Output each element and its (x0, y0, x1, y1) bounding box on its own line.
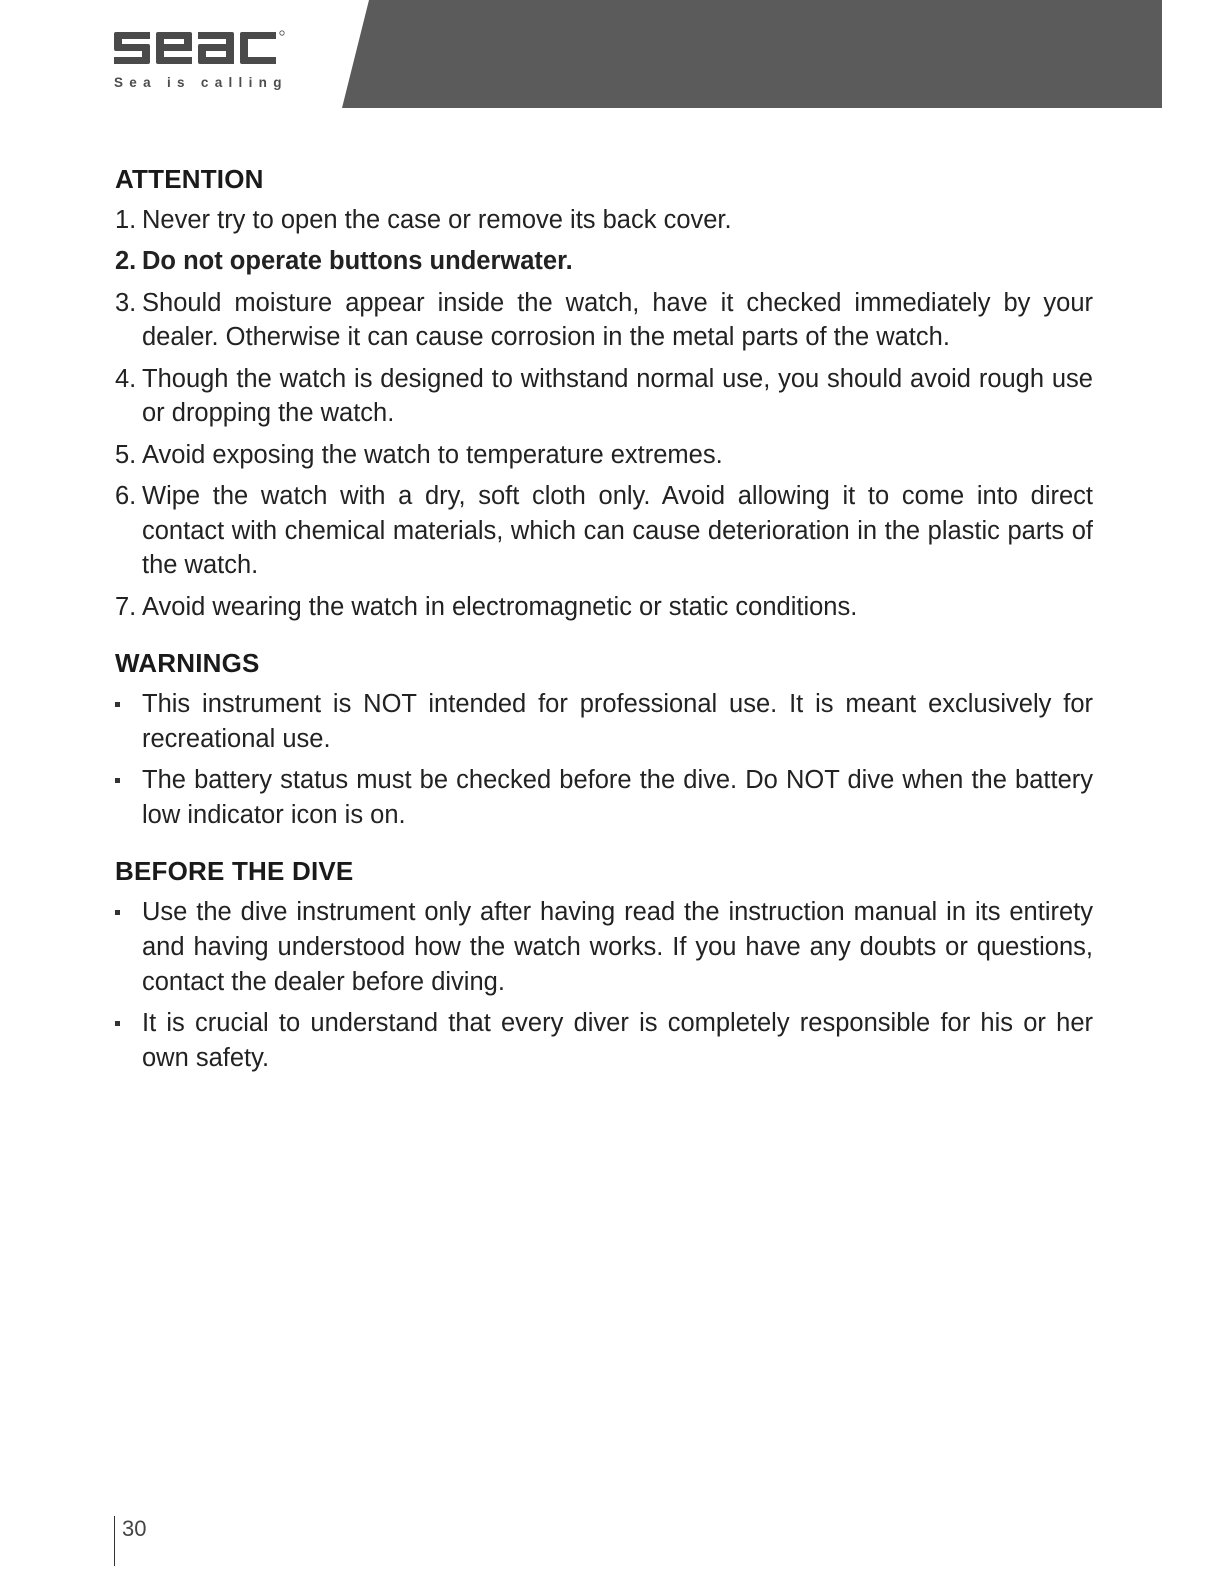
attention-list (115, 203, 1093, 624)
list-item-text: Use the dive instrument only after having read the instruction manual in its entirety and having understood how the watch works. If you have any doubts or questions, contact the dealer before diving. (142, 898, 1093, 996)
list-item-text: Should moisture appear inside the watch, have it checked immediately by your dealer. Otherwise it can cause corrosion in the metal parts of the watch. (142, 288, 1093, 352)
list-item-text: This instrument is NOT intended for professional use. It is meant exclusively for recreational use. (142, 690, 1093, 753)
attention-item-7 (115, 590, 1093, 625)
list-number: 7. (115, 592, 137, 621)
list-item-text: Never try to open the case or remove its back cover. (142, 206, 732, 234)
header-band (342, 0, 1162, 108)
list-item-text: Avoid wearing the watch in electromagnetic or static conditions. (142, 592, 858, 621)
list-item-text: Though the watch is designed to withstand normal use, you should avoid rough use or dropping the watch. (142, 364, 1093, 428)
before-dive-list (115, 895, 1093, 1075)
seac-logo-mark (114, 28, 286, 68)
attention-item-1 (115, 203, 1093, 238)
before-dive-heading: BEFORE THE DIVE (115, 856, 354, 887)
warnings-list (115, 687, 1093, 832)
list-item-text: Do not operate buttons underwater. (142, 247, 573, 276)
attention-heading: ATTENTION (115, 164, 264, 194)
attention-item-5 (115, 438, 1093, 473)
attention-item-4 (115, 362, 1093, 431)
list-item-text: Avoid exposing the watch to temperature extremes. (142, 440, 723, 469)
document-body (115, 160, 1093, 1082)
list-item-text: Wipe the watch with a dry, soft cloth only. Avoid allowing it to come into direct contact with chemical materials, which can cause deterioration in the plastic parts of the watch. (142, 482, 1093, 580)
list-number: 3. (115, 288, 137, 317)
warnings-item-1 (115, 687, 1093, 756)
before-dive-item-2 (115, 1006, 1093, 1075)
attention-item-6 (115, 479, 1093, 583)
list-item-text: It is crucial to understand that every diver is completely responsible for his or her own safety. (142, 1009, 1093, 1072)
attention-item-3 (115, 286, 1093, 355)
brand-logo (114, 28, 289, 90)
list-number: 4. (115, 364, 137, 393)
warnings-item-2 (115, 763, 1093, 832)
footer-rule (114, 1516, 115, 1566)
before-dive-item-1 (115, 895, 1093, 999)
list-number: 1. (115, 206, 137, 234)
square-bullet-icon (115, 1021, 120, 1026)
brand-tagline: Sea is calling (114, 75, 288, 90)
square-bullet-icon (115, 702, 120, 707)
square-bullet-icon (115, 910, 120, 915)
warnings-heading: WARNINGS (115, 648, 260, 679)
attention-item-2 (115, 244, 1093, 279)
list-number: 5. (115, 440, 137, 469)
list-number: 6. (115, 482, 137, 511)
square-bullet-icon (115, 778, 120, 783)
list-number: 2. (115, 247, 137, 276)
list-item-text: The battery status must be checked before the dive. Do NOT dive when the battery low indicator icon is on. (142, 766, 1093, 829)
page-number: 30 (122, 1516, 147, 1541)
